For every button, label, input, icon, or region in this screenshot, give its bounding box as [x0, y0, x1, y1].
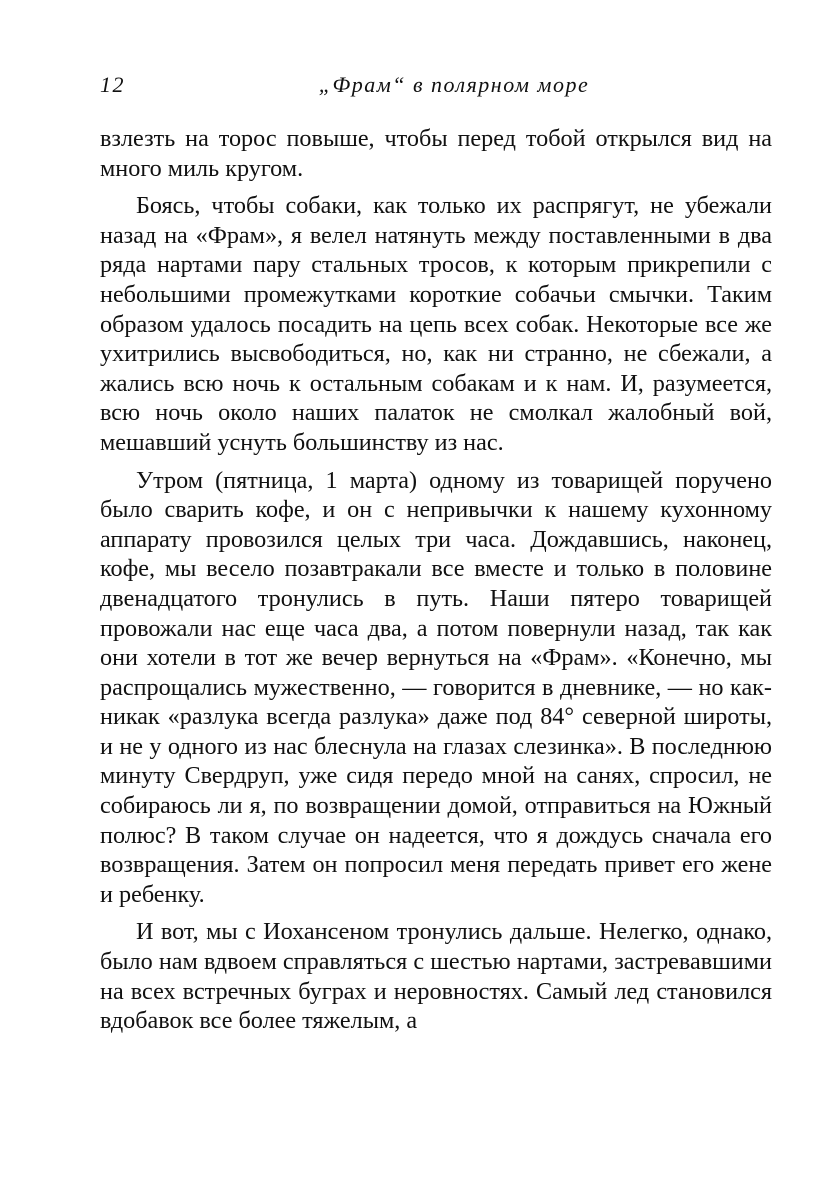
page-header — [100, 64, 772, 100]
paragraph-2: Боясь, чтобы собаки, как только их распрягут, не убежали назад на «Фрам», я велел натянуть между поставленными в два ряда нартами пару стальных тросов, к которым прикрепили с небольшими промежутками короткие собачьи смычки. Таким образом удалось посадить на цепь всех собак. Некоторые все же ухитрились высвободиться, но, как ни странно, не сбежали, а жались всю ночь к остальным собакам и к нам. И, разумеется, всю ночь около наших палаток не смолкал жалобный вой, мешавший уснуть большинству из нас. — [100, 192, 772, 456]
paragraph-1: взлезть на торос повыше, чтобы перед тобой открылся вид на много миль кругом. — [100, 125, 772, 182]
book-page — [100, 64, 772, 1044]
page-number: 12 — [100, 72, 125, 97]
paragraph-4: И вот, мы с Иохансеном тронулись дальше. Нелегко, однако, было нам вдвоем справляться с шестью нартами, застревавшими на всех встречных буграх и неровностях. Самый лед становился вдобавок все более тяжелым, а — [100, 918, 772, 1035]
body-text — [100, 124, 772, 1036]
paragraph-3: Утром (пятница, 1 марта) одному из товарищей поручено было сварить кофе, и он с непривычки к нашему кухонному аппарату провозился целых три часа. Дождавшись, наконец, кофе, мы весело позавтракали все вместе и только в половине двенадцатого тронулись в путь. Наши пятеро товарищей провожали нас еще часа два, а потом повернули назад, так как они хотели в тот же вечер вернуться на «Фрам». «Конечно, мы распрощались мужественно, — говорится в дневнике, — но как-никак «разлука всегда разлука» даже под 84° северной широты, и не у одного из нас блеснула на глазах слезинка». В последнюю минуту Свердруп, уже сидя передо мной на санях, спросил, не собираюсь ли я, по возвращении домой, отправиться на Южный полюс? В таком случае он надеется, что я дождусь сначала его возвращения. Затем он попросил меня передать привет его жене и ребенку. — [100, 466, 772, 908]
running-title: „Фрам“ в полярном море — [318, 72, 590, 97]
